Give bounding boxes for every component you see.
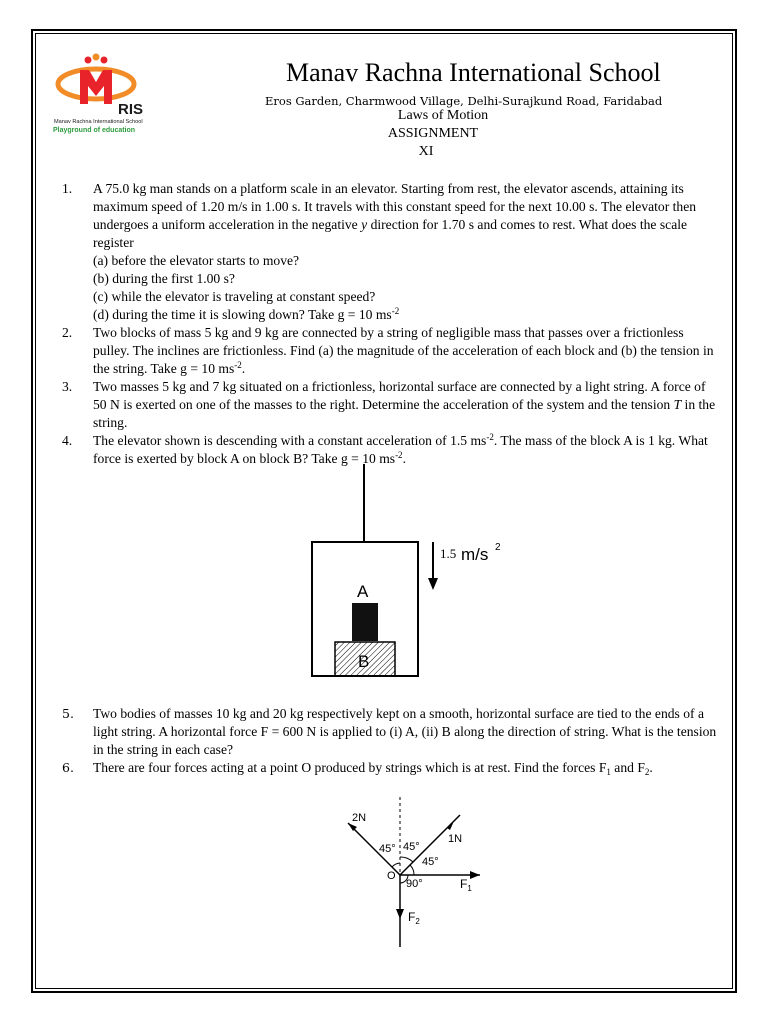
part-b: (b) during the first 1.00 s? xyxy=(93,271,235,286)
question-text: Two bodies of masses 10 kg and 20 kg respectively kept on a smooth, horizontal surface are tied to the ends of a light string. A horizontal force F = 600 N is applied to (i) A, (ii) B along the direction of string. What is the tension in the string in each case? xyxy=(93,706,717,757)
question-text: A 75.0 kg man stands on a platform scale in an elevator. Starting from rest, the elevator ascends, attaining its maximum speed of 1.20 m/s in 1.00 s. It travels with this constant speed for the next 10.00 s. The elevator then undergoes a uniform acceleration in the negative xyxy=(93,181,697,232)
question-5 xyxy=(62,705,722,759)
label-f1-letter: F xyxy=(460,877,468,891)
label-45-right: 45° xyxy=(422,856,439,868)
label-2n: 2N xyxy=(352,812,367,824)
subscript: 2 xyxy=(644,767,650,777)
label-45-left: 45° xyxy=(379,843,396,855)
label-f2 xyxy=(408,910,420,926)
block-b-label: B xyxy=(358,652,370,671)
block-a xyxy=(352,603,378,641)
exponent: -2 xyxy=(395,450,403,460)
punctuation: . xyxy=(402,451,406,466)
question-number: 1. xyxy=(62,181,73,196)
part-d-text: (d) during the time it is slowing down? Take g = 10 ms xyxy=(93,307,392,322)
subject-title: Laws of Motion xyxy=(397,108,489,123)
document-type: ASSIGNMENT xyxy=(387,126,479,141)
punctuation: . xyxy=(241,361,246,376)
question-text: Two masses 5 kg and 7 kg situated on a frictionless, horizontal surface are connected by a light string. A force of 50 N is exerted on one of the masses to the right. Determine the acceleration of the system and the tension xyxy=(93,379,706,412)
logo-subtext: Manav Rachna International School xyxy=(54,119,143,125)
question-text-cont: and F xyxy=(610,760,645,775)
label-origin-o: O xyxy=(387,870,396,882)
forces-figure xyxy=(330,795,500,960)
question-text-cont: direction for 1.70 s and comes to rest. What does the scale register xyxy=(93,217,688,250)
subscript: 1 xyxy=(606,767,611,777)
label-45-mid: 45° xyxy=(403,841,420,853)
question-text-cont: in the string. xyxy=(93,397,716,430)
label-f1 xyxy=(460,877,472,893)
exponent: -2 xyxy=(486,432,494,442)
logo-text: RIS xyxy=(118,101,144,118)
exponent: -2 xyxy=(234,360,242,370)
accel-value: 1.5 xyxy=(440,546,457,561)
question-number: 5. xyxy=(62,706,74,721)
exponent: -2 xyxy=(391,306,400,316)
label-1n: 1N xyxy=(448,833,463,845)
logo-tagline: Playground of education xyxy=(53,127,136,134)
force-1n-arrowhead xyxy=(447,821,454,830)
punctuation: . xyxy=(649,760,653,775)
label-f2-letter: F xyxy=(408,910,416,924)
question-number: 6. xyxy=(62,760,74,775)
question-italic-y: y xyxy=(361,217,368,232)
question-1 xyxy=(62,180,722,324)
part-d xyxy=(93,306,722,324)
part-a: (a) before the elevator starts to move? xyxy=(93,253,300,268)
question-list-part-1 xyxy=(62,180,722,468)
block-a-label: A xyxy=(357,582,369,601)
label-f1-subscript: 1 xyxy=(467,884,472,893)
question-text: The elevator shown is descending with a constant acceleration of 1.5 ms xyxy=(93,433,487,448)
question-list-part-2 xyxy=(62,705,722,777)
school-address: Eros Garden, Charmwood Village, Delhi-Surajkund Road, Faridabad xyxy=(265,94,663,108)
label-f2-subscript: 2 xyxy=(415,917,420,926)
question-text-cont: . The mass of the block A is 1 kg. What force is exerted by block A on block B? Take g = 10 ms xyxy=(93,433,708,466)
force-f2-arrowhead xyxy=(396,909,404,919)
school-name: Manav Rachna International School xyxy=(286,58,661,87)
accel-unit: m/s xyxy=(461,545,489,564)
accel-exponent: 2 xyxy=(495,542,501,553)
question-number: 4. xyxy=(62,433,73,448)
question-italic-t: T xyxy=(673,397,682,412)
elevator-figure xyxy=(300,460,520,685)
question-2 xyxy=(62,324,722,378)
label-90: 90° xyxy=(406,878,423,890)
part-c: (c) while the elevator is traveling at constant speed? xyxy=(93,289,376,304)
question-number: 3. xyxy=(62,379,73,394)
acceleration-arrow-head xyxy=(428,578,438,590)
question-text: There are four forces acting at a point O produced by strings which is at rest. Find the forces F xyxy=(93,760,607,775)
school-logo xyxy=(52,52,172,136)
question-6 xyxy=(62,759,722,777)
question-number: 2. xyxy=(62,325,73,340)
class-label: XI xyxy=(418,144,434,159)
force-f1-arrowhead xyxy=(470,871,480,879)
question-text: Two blocks of mass 5 kg and 9 kg are connected by a string of negligible mass that passes over a frictionless pulley. The inclines are frictionless. Find (a) the magnitude of the acceleration of each block and (b) the tension in the string. Take g = 10 ms xyxy=(93,325,714,376)
question-3 xyxy=(62,378,722,432)
